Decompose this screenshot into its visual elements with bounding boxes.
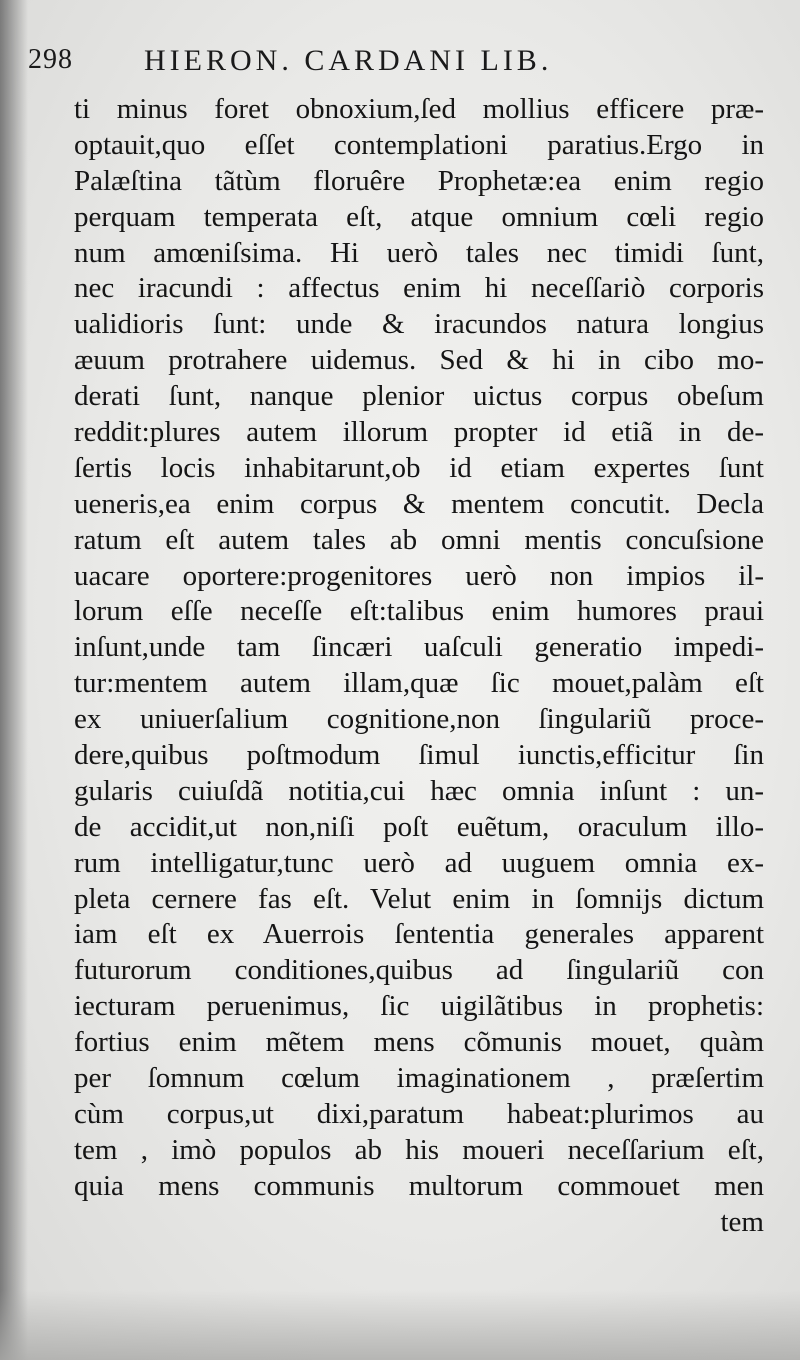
page-number: 298: [28, 44, 73, 75]
text-line: gularis cuiuſdã notitia,cui hæc omnia inſunt : un-: [74, 774, 764, 807]
text-line: æuum protrahere uidemus. Sed & hi in cibo mo-: [74, 344, 764, 377]
text-line: ueneris,ea enim corpus & mentem concutit. Decla: [74, 487, 764, 520]
body-text: [74, 92, 764, 1241]
text-line: perquam temperata eſt, atque omnium cœli regio: [74, 200, 764, 233]
catchword: tem: [720, 1205, 764, 1238]
gutter-shadow: [0, 0, 28, 1360]
text-line: lorum eſſe neceſſe eſt:talibus enim humores praui: [74, 595, 764, 628]
text-line: dere,quibus poſtmodum ſimul iunctis,efficitur ſin: [74, 739, 764, 772]
text-line: fortius enim mẽtem mens cõmunis mouet, quàm: [74, 1026, 764, 1059]
running-head-title: HIERON. CARDANI LIB.: [144, 44, 553, 77]
text-line: futurorum conditiones,quibus ad ſingulariũ con: [74, 954, 764, 987]
text-line: uacare oportere:progenitores uerò non impios il-: [74, 559, 764, 592]
text-line: pleta cernere fas eſt. Velut enim in ſomnijs dictum: [74, 882, 764, 915]
text-line: nec iracundi : affectus enim hi neceſſariò corporis: [74, 272, 764, 305]
text-line: tem , imò populos ab his moueri neceſſarium eſt,: [74, 1133, 764, 1166]
text-line: ualidioris ſunt: unde & iracundos natura longius: [74, 308, 764, 341]
text-line: inſunt,unde tam ſincæri uaſculi generatio impedi-: [74, 631, 764, 664]
text-line: iecturam peruenimus, ſic uigilãtibus in prophetis:: [74, 990, 764, 1023]
text-line: tur:mentem autem illam,quæ ſic mouet,palàm eſt: [74, 667, 764, 700]
text-line: ſertis locis inhabitarunt,ob id etiam expertes ſunt: [74, 451, 764, 484]
text-line: Palæſtina tãtùm floruêre Prophetæ:ea enim regio: [74, 164, 764, 197]
text-line: reddit:plures autem illorum propter id etiã in de-: [74, 416, 764, 449]
text-line: iam eſt ex Auerrois ſententia generales apparent: [74, 918, 764, 951]
bottom-shadow: [0, 1290, 800, 1360]
text-line: quia mens communis multorum commouet men: [74, 1169, 764, 1202]
text-line: num amœniſsima. Hi uerò tales nec timidi ſunt,: [74, 236, 764, 269]
text-line: ti minus foret obnoxium,ſed mollius efficere præ-: [74, 93, 764, 125]
text-line: derati ſunt, nanque plenior uictus corpus obeſum: [74, 380, 764, 413]
text-line: de accidit,ut non,niſi poſt euẽtum, oraculum illo-: [74, 810, 764, 843]
text-line: ex uniuerſalium cognitione,non ſingulariũ proce-: [74, 703, 764, 736]
text-line: cùm corpus,ut dixi,paratum habeat:plurimos au: [74, 1097, 764, 1130]
text-line: per ſomnum cœlum imaginationem , præſertim: [74, 1062, 764, 1095]
text-line: ratum eſt autem tales ab omni mentis concuſsione: [74, 523, 764, 556]
text-line: optauit,quo eſſet contemplationi paratius.Ergo in: [74, 128, 764, 161]
running-head: [28, 44, 728, 84]
text-line: rum intelligatur,tunc uerò ad uuguem omnia ex-: [74, 846, 764, 879]
